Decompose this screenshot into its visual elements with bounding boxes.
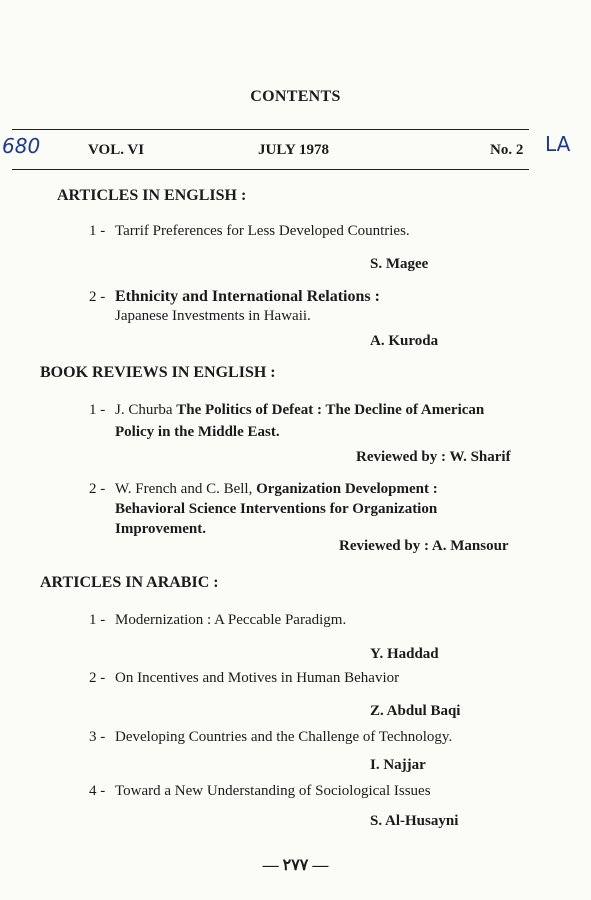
top-rule: [12, 129, 529, 130]
author: S. Magee: [370, 256, 429, 272]
list-item: 3 - Developing Countries and the Challenge of Technology.: [89, 729, 453, 745]
page-number: — ٢٧٧ —: [262, 857, 329, 874]
list-item-continuation: Improvement.: [115, 521, 206, 537]
author: S. Al-Husayni: [370, 813, 459, 829]
list-item-continuation: Policy in the Middle East.: [115, 424, 280, 440]
list-item: 4 - Toward a New Understanding of Sociological Issues: [89, 783, 431, 799]
list-item: 2 - On Incentives and Motives in Human Behavior: [89, 670, 400, 686]
section-heading: ARTICLES IN ARABIC :: [40, 574, 219, 591]
section-heading: ARTICLES IN ENGLISH :: [57, 187, 247, 204]
volume-label: VOL. VI: [88, 142, 145, 158]
author: Reviewed by : A. Mansour: [339, 538, 509, 554]
author: I. Najjar: [370, 757, 426, 773]
list-item: 1 - J. Churba The Politics of Defeat : The Decline of American: [89, 402, 485, 418]
author: A. Kuroda: [370, 333, 439, 349]
section-heading: BOOK REVIEWS IN ENGLISH :: [40, 364, 276, 381]
list-item: 2 - W. French and C. Bell, Organization Development :: [89, 481, 438, 497]
list-item: 1 - Tarrif Preferences for Less Developed Countries.: [89, 223, 410, 239]
handwritten-note-left: 680: [2, 134, 41, 158]
list-item-continuation: Japanese Investments in Hawaii.: [115, 308, 311, 324]
bottom-rule: [12, 169, 529, 170]
list-item: 1 - Modernization : A Peccable Paradigm.: [89, 612, 347, 628]
author: Z. Abdul Baqi: [370, 703, 461, 719]
handwritten-note-right: LA: [545, 132, 571, 156]
list-item-continuation: Behavioral Science Interventions for Organization: [115, 501, 438, 517]
author: Reviewed by : W. Sharif: [356, 449, 511, 465]
list-item: 2 - Ethnicity and International Relations :: [89, 288, 380, 305]
author: Y. Haddad: [370, 646, 439, 662]
issue-number: No. 2: [490, 142, 524, 158]
page-title: CONTENTS: [250, 88, 341, 105]
issue-date: JULY 1978: [258, 142, 329, 158]
